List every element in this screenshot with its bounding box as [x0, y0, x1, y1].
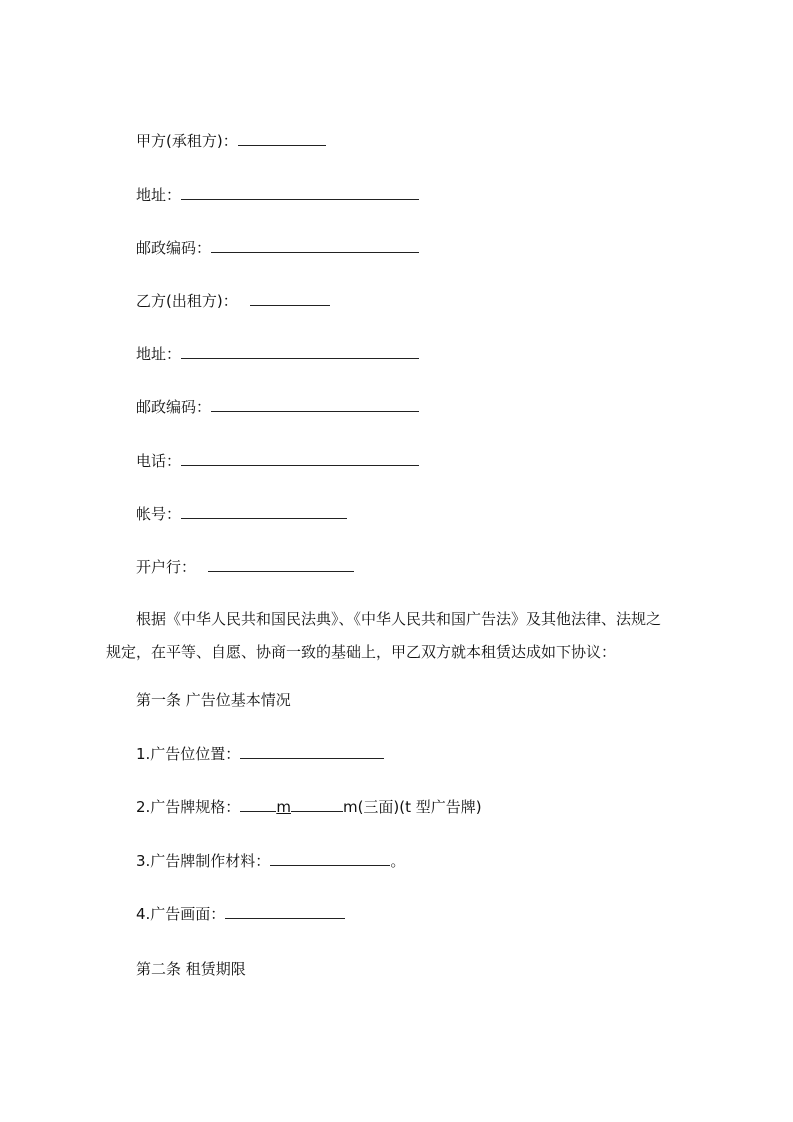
preamble-line-2: 规定，在平等、自愿、协商一致的基础上，甲乙双方就本租赁达成如下协议：	[106, 643, 617, 661]
party-b-bank-label: 开户行：	[136, 558, 197, 576]
billboard-material-blank[interactable]	[270, 850, 390, 866]
ad-picture-blank[interactable]	[225, 903, 345, 919]
party-b-phone-label: 电话：	[136, 452, 182, 470]
billboard-width-unit: m	[276, 798, 291, 816]
party-a-postcode-row	[136, 237, 419, 259]
billboard-height-unit: m	[342, 798, 358, 816]
party-b-blank[interactable]	[250, 290, 330, 306]
billboard-size-label: 2.广告牌规格：	[136, 798, 241, 816]
party-b-account-label: 帐号：	[136, 505, 182, 523]
party-b-bank-blank[interactable]	[208, 556, 354, 572]
party-b-address-row	[136, 343, 419, 365]
article-1-item-3	[136, 850, 405, 872]
party-b-postcode-blank[interactable]	[211, 396, 419, 412]
party-b-label: 乙方(出租方)：	[136, 292, 238, 310]
party-a-blank[interactable]	[238, 130, 326, 146]
article-2-heading: 第二条 租赁期限	[136, 960, 246, 978]
party-b-postcode-label: 邮政编码：	[136, 398, 212, 416]
party-b-address-blank[interactable]	[181, 343, 419, 359]
article-1-heading: 第一条 广告位基本情况	[136, 691, 291, 709]
party-b-row	[136, 290, 330, 312]
party-a-address-label: 地址：	[136, 186, 182, 204]
party-a-address-blank[interactable]	[181, 184, 419, 200]
party-a-label: 甲方(承租方)：	[136, 132, 238, 150]
party-a-postcode-blank[interactable]	[211, 237, 419, 253]
ad-picture-label: 4.广告画面：	[136, 905, 226, 923]
billboard-height-blank[interactable]	[291, 796, 343, 812]
article-1-item-4	[136, 903, 345, 925]
article-1-item-2	[136, 796, 482, 818]
party-a-postcode-label: 邮政编码：	[136, 239, 212, 257]
party-b-address-label: 地址：	[136, 345, 182, 363]
billboard-material-end: 。	[390, 852, 406, 870]
party-b-phone-blank[interactable]	[181, 450, 419, 466]
billboard-type-note: (三面)(t 型广告牌)	[357, 798, 482, 816]
party-b-account-row	[136, 503, 347, 525]
ad-location-blank[interactable]	[240, 743, 384, 759]
article-1-item-1	[136, 743, 384, 765]
party-a-row	[136, 130, 326, 152]
billboard-material-label: 3.广告牌制作材料：	[136, 852, 271, 870]
party-b-bank-row	[136, 556, 354, 578]
party-a-address-row	[136, 184, 419, 206]
party-b-account-blank[interactable]	[181, 503, 347, 519]
ad-location-label: 1.广告位位置：	[136, 745, 241, 763]
preamble-paragraph	[106, 603, 706, 669]
preamble-line-1: 根据《中华人民共和国民法典》、《中华人民共和国广告法》及其他法律、法规之	[136, 610, 662, 628]
party-b-phone-row	[136, 450, 419, 472]
party-b-postcode-row	[136, 396, 419, 418]
billboard-width-blank[interactable]	[240, 796, 276, 812]
